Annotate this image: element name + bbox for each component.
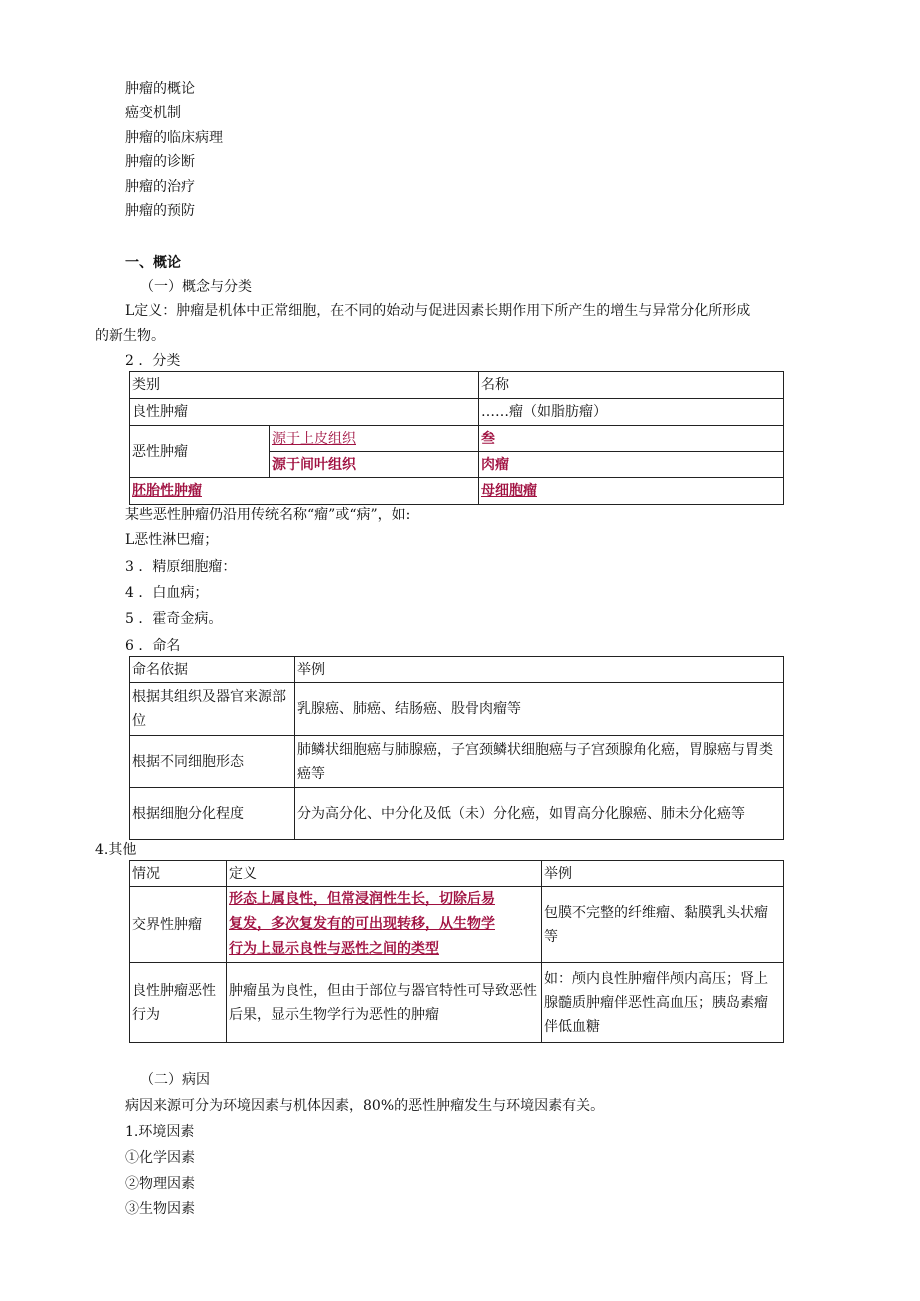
table-cell: 良性肿瘤 xyxy=(130,399,479,426)
toc-item: 肿瘤的临床病理 xyxy=(125,130,223,146)
table-header: 类别 xyxy=(130,372,479,399)
list-item: ①化学因素 xyxy=(125,1150,195,1166)
subsection-heading: （二）病因 xyxy=(140,1072,210,1088)
table-header: 定义 xyxy=(227,861,542,887)
table-header: 命名依据 xyxy=(130,657,295,683)
naming-table xyxy=(129,656,784,840)
section-heading: 一、概论 xyxy=(125,255,181,271)
table-cell xyxy=(479,478,784,505)
red-text: 行为上显示良性与恶性之间的类型 xyxy=(229,941,439,957)
toc-item: 肿瘤的诊断 xyxy=(125,154,195,170)
table-cell: 乳腺癌、肺癌、结肠癌、股骨肉瘤等 xyxy=(295,683,784,736)
red-text: 叁 xyxy=(481,430,495,447)
definition-text: L定义：肿瘤是机体中正常细胞，在不同的始动与促进因素长期作用下所产生的增生与异常分化所形成 xyxy=(125,303,751,319)
list-item: 4 ．白血病； xyxy=(125,585,209,601)
table-cell: 交界性肿瘤 xyxy=(130,887,227,963)
table-cell: 良性肿瘤恶性行为 xyxy=(130,963,227,1043)
toc-item: 肿瘤的预防 xyxy=(125,203,195,219)
subsection-heading: （一）概念与分类 xyxy=(140,279,252,295)
table-cell xyxy=(227,887,542,963)
other-label: 4.其他 xyxy=(95,842,137,858)
red-text: 肉瘤 xyxy=(481,456,509,473)
red-text: 源于间叶组织 xyxy=(272,456,356,473)
toc-item: 癌变机制 xyxy=(125,105,181,121)
table-cell: 根据其组织及器官来源部位 xyxy=(130,683,295,736)
classification-label: 2 ．分类 xyxy=(125,353,181,369)
table-cell xyxy=(479,452,784,478)
table-cell: ……瘤（如脂肪瘤） xyxy=(479,399,784,426)
table-cell: 包膜不完整的纤维瘤、黏膜乳头状瘤等 xyxy=(542,887,784,963)
table-cell: 根据不同细胞形态 xyxy=(130,736,295,788)
red-text: 形态上属良性，但常浸润性生长，切除后易 xyxy=(229,891,495,907)
table-cell xyxy=(270,452,479,478)
list-item: ③生物因素 xyxy=(125,1201,195,1217)
table-cell: 根据细胞分化程度 xyxy=(130,788,295,840)
table-cell xyxy=(130,478,479,505)
table-cell: 分为高分化、中分化及低（未）分化癌，如胃高分化腺癌、肺未分化癌等 xyxy=(295,788,784,840)
red-text: 胚胎性肿瘤 xyxy=(132,483,202,499)
table-header: 举例 xyxy=(542,861,784,887)
table-cell: 如：颅内良性肿瘤伴颅内高压；肾上腺髓质肿瘤伴恶性高血压；胰岛素瘤伴低血糖 xyxy=(542,963,784,1043)
red-text: 复发，多次复发有的可出现转移，从生物学 xyxy=(229,916,495,932)
naming-label: 6 ．命名 xyxy=(125,638,181,654)
list-item: 3 ．精原细胞瘤： xyxy=(125,559,237,575)
definition-text-cont: 的新生物。 xyxy=(95,328,165,344)
list-item: 5 ．霍奇金病。 xyxy=(125,611,223,627)
table-cell xyxy=(270,426,479,452)
table-header: 情况 xyxy=(130,861,227,887)
table-header: 名称 xyxy=(479,372,784,399)
table-cell: 肺鳞状细胞癌与肺腺癌，子宫颈鳞状细胞癌与子宫颈腺角化癌，胃腺癌与胃类癌等 xyxy=(295,736,784,788)
red-text: 母细胞瘤 xyxy=(481,483,537,499)
table-cell: 恶性肿瘤 xyxy=(130,426,270,478)
toc-item: 肿瘤的治疗 xyxy=(125,179,195,195)
env-factors-label: 1.环境因素 xyxy=(125,1124,195,1140)
table-cell xyxy=(479,426,784,452)
table-cell: 肿瘤虽为良性，但由于部位与器官特性可导致恶性后果，显示生物学行为恶性的肿瘤 xyxy=(227,963,542,1043)
list-item: ②物理因素 xyxy=(125,1176,195,1192)
list-item: L恶性淋巴瘤； xyxy=(125,532,219,548)
paragraph: 某些恶性肿瘤仍沿用传统名称“瘤”或“病”，如: xyxy=(125,507,411,523)
red-text: 源于上皮组织 xyxy=(272,430,356,447)
other-table xyxy=(129,860,784,1043)
paragraph: 病因来源可分为环境因素与机体因素，80%的恶性肿瘤发生与环境因素有关。 xyxy=(125,1098,605,1114)
toc-item: 肿瘤的概论 xyxy=(125,81,195,97)
classification-table xyxy=(129,371,784,505)
table-header: 举例 xyxy=(295,657,784,683)
